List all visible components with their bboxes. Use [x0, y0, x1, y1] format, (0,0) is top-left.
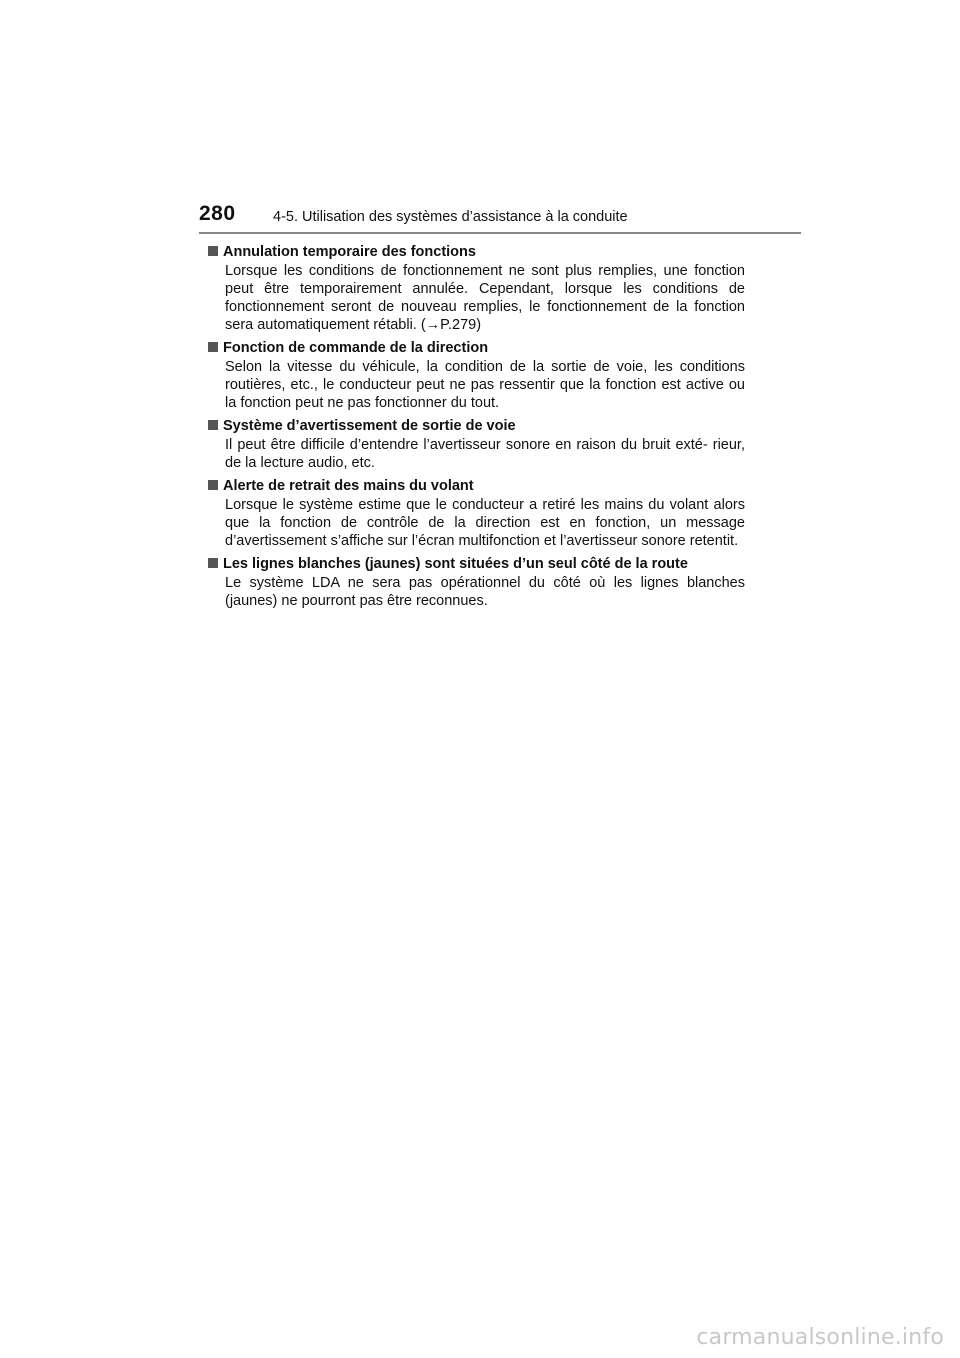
square-bullet-icon [208, 246, 218, 256]
square-bullet-icon [208, 480, 218, 490]
section-body: Le système LDA ne sera pas opérationnel du côté où les lignes blanches (jaunes) ne pourront pas être reconnues. [225, 575, 745, 609]
section-heading-text: Les lignes blanches (jaunes) sont situées d’un seul côté de la route [223, 556, 688, 572]
square-bullet-icon [208, 420, 218, 430]
section-heading-text: Fonction de commande de la direction [223, 340, 489, 356]
section-heading [208, 477, 745, 495]
section-heading-text: Système d’avertissement de sortie de voie [223, 418, 516, 434]
section-heading [208, 555, 745, 573]
page-number: 280 [199, 202, 236, 225]
watermark: carmanualsonline.info [696, 1325, 944, 1350]
section-temporary-cancellation [211, 243, 745, 334]
section-body: Lorsque le système estime que le conducteur a retiré les mains du volant alors que la fonction de contrôle de la direction est en fonction, un message d’avertissement s’affiche sur l’écran multifonction et l’avertisseur sonore retentit. [225, 497, 745, 549]
section-heading-text: Annulation temporaire des fonctions [223, 244, 476, 260]
section-body: Il peut être difficile d’entendre l’avertisseur sonore en raison du bruit exté- rieur, de la lecture audio, etc. [225, 437, 745, 471]
section-heading [208, 339, 745, 357]
main-content [211, 243, 745, 615]
section-heading [208, 417, 745, 435]
section-heading-text: Alerte de retrait des mains du volant [223, 478, 474, 494]
chapter-title: 4-5. Utilisation des systèmes d’assistance à la conduite [273, 209, 628, 225]
section-lane-departure-warning [211, 417, 745, 472]
section-single-side-lines [211, 555, 745, 610]
square-bullet-icon [208, 342, 218, 352]
section-body: Selon la vitesse du véhicule, la condition de la sortie de voie, les conditions routières, etc., le conducteur peut ne pas ressentir que la fonction est active ou la fonction peut ne pas fonctionner du tout. [225, 359, 745, 411]
section-heading [208, 243, 745, 261]
section-steering-control [211, 339, 745, 412]
header-divider [199, 232, 801, 234]
section-hands-off-alert [211, 477, 745, 550]
page-header [0, 0, 960, 240]
square-bullet-icon [208, 558, 218, 568]
section-body: Lorsque les conditions de fonctionnement ne sont plus remplies, une fonction peut être temporairement annulée. Cependant, lorsque les conditions de fonctionnement seront de nouveau remplies, le fonctionnement de la fonction sera automatiquement rétabli. (→P.279) [225, 263, 745, 333]
